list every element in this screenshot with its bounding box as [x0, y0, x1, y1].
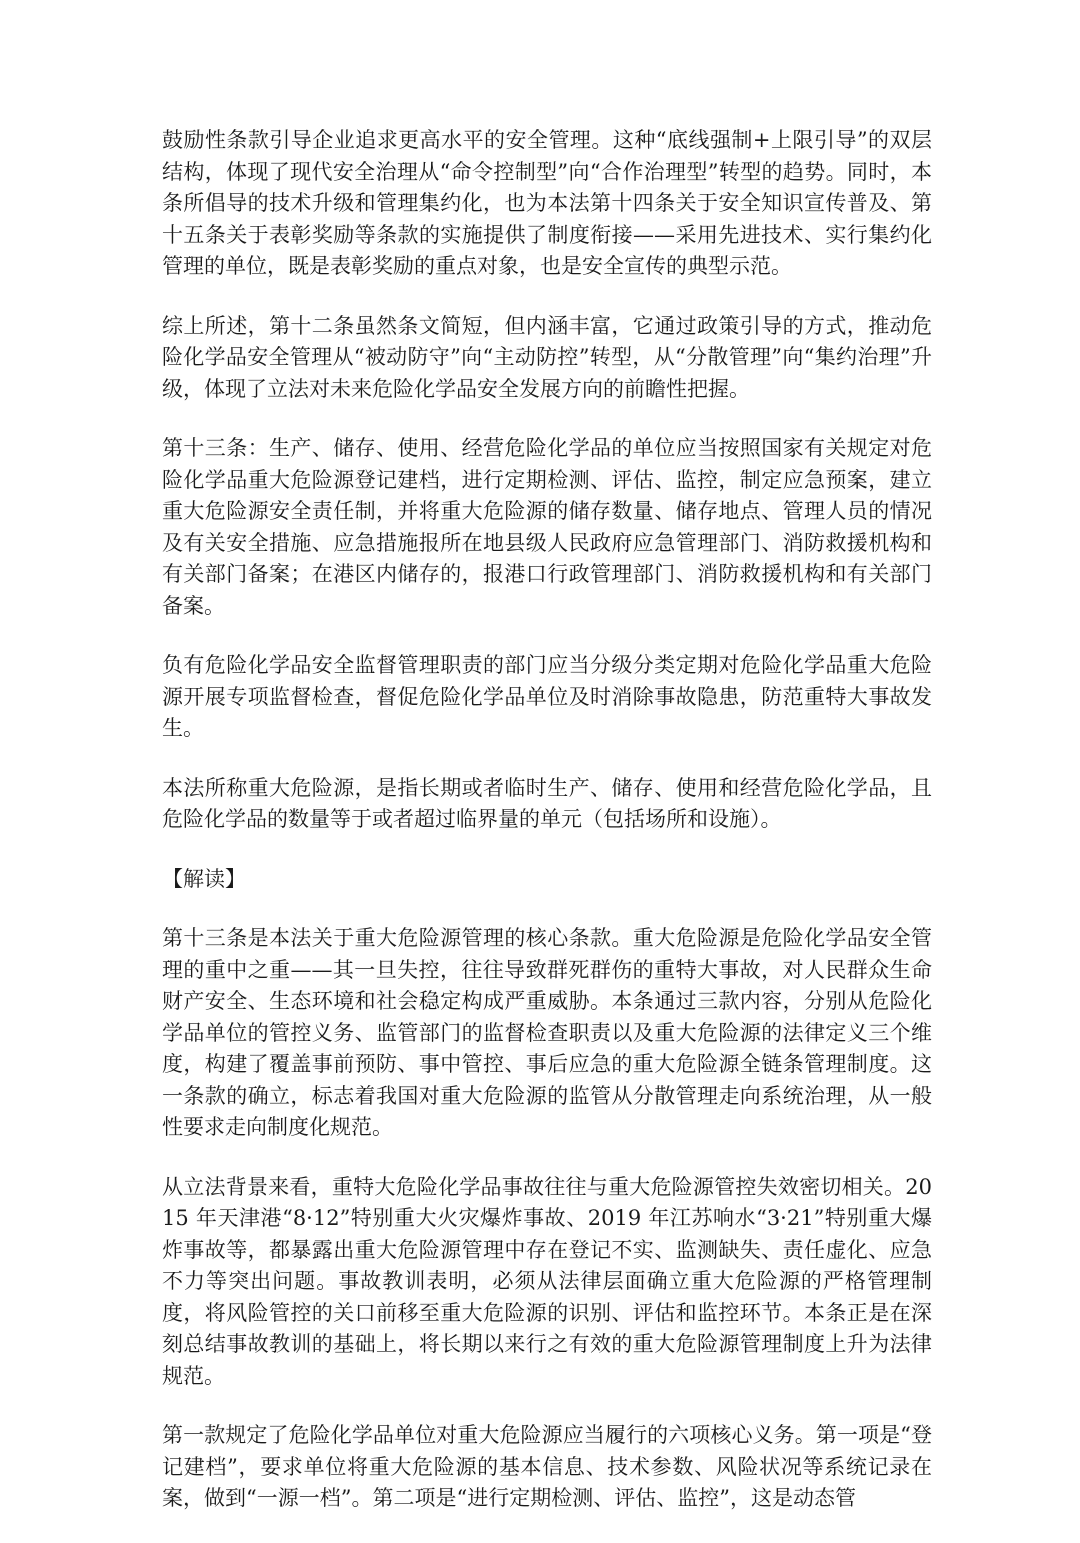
paragraph-interpretation-core: 第十三条是本法关于重大危险源管理的核心条款。重大危险源是危险化学品安全管理的重中之重——其一旦失控，往往导致群死群伤的重特大事故，对人民群众生命财产安全、生态环境和社会稳定构成严重威胁。本条通过三款内容，分别从危险化学品单位的管控义务、监管部门的监督检查职责以及重大危险源的法律定义三个维度，构建了覆盖事前预防、事中管控、事后应急的重大危险源全链条管理制度。这一条款的确立，标志着我国对重大危险源的监管从分散管理走向系统治理，从一般性要求走向制度化规范。: [162, 926, 932, 1139]
paragraph-interpretation-background: 从立法背景来看，重特大危险化学品事故往往与重大危险源管控失效密切相关。2015 年天津港“8·12”特别重大火灾爆炸事故、2019 年江苏响水“3·21”特别重大爆炸事故等，都暴露出重大危险源管理中存在登记不实、监测缺失、责任虚化、应急不力等突出问题。事故教训表明，必须从法律层面确立重大危险源的严格管理制度，将风险管控的关口前移至重大危险源的识别、评估和监控环节。本条正是在深刻总结事故教训的基础上，将长期以来行之有效的重大危险源管理制度上升为法律规范。: [162, 1174, 932, 1388]
paragraph-summary: 综上所述，第十二条虽然条文简短，但内涵丰富，它通过政策引导的方式，推动危险化学品安全管理从“被动防守”向“主动防控”转型，从“分散管理”向“集约治理”升级，体现了立法对未来危险化学品安全发展方向的前瞻性把握。: [162, 313, 932, 401]
paragraph-article-13: 第十三条：生产、储存、使用、经营危险化学品的单位应当按照国家有关规定对危险化学品重大危险源登记建档，进行定期检测、评估、监控，制定应急预案，建立重大危险源安全责任制，并将重大危险源的储存数量、储存地点、管理人员的情况及有关安全措施、应急措施报所在地县级人民政府应急管理部门、消防救援机构和有关部门备案；在港区内储存的，报港口行政管理部门、消防救援机构和有关部门备案。: [162, 436, 932, 618]
paragraph-intro-continuation: 鼓励性条款引导企业追求更高水平的安全管理。这种“底线强制+上限引导”的双层结构，体现了现代安全治理从“命令控制型”向“合作治理型”转型的趋势。同时，本条所倡导的技术升级和管理集约化，也为本法第十四条关于安全知识宣传普及、第十五条关于表彰奖励等条款的实施提供了制度衔接——采用先进技术、实行集约化管理的单位，既是表彰奖励的重点对象，也是安全宣传的典型示范。: [162, 128, 932, 278]
section-label-interpretation: 【解读】: [162, 866, 246, 891]
paragraph-definition: 本法所称重大危险源，是指长期或者临时生产、储存、使用和经营危险化学品，且危险化学品的数量等于或者超过临界量的单元（包括场所和设施）。: [162, 775, 932, 831]
document-body: [162, 125, 932, 1543]
paragraph-supervision: 负有危险化学品安全监督管理职责的部门应当分级分类定期对危险化学品重大危险源开展专项监督检查，督促危险化学品单位及时消除事故隐患，防范重特大事故发生。: [162, 653, 932, 740]
paragraph-interpretation-obligations: 第一款规定了危险化学品单位对重大危险源应当履行的六项核心义务。第一项是“登记建档”，要求单位将重大危险源的基本信息、技术参数、风险状况等系统记录在案，做到“一源一档”。第二项是“进行定期检测、评估、监控”，这是动态管: [162, 1423, 932, 1510]
